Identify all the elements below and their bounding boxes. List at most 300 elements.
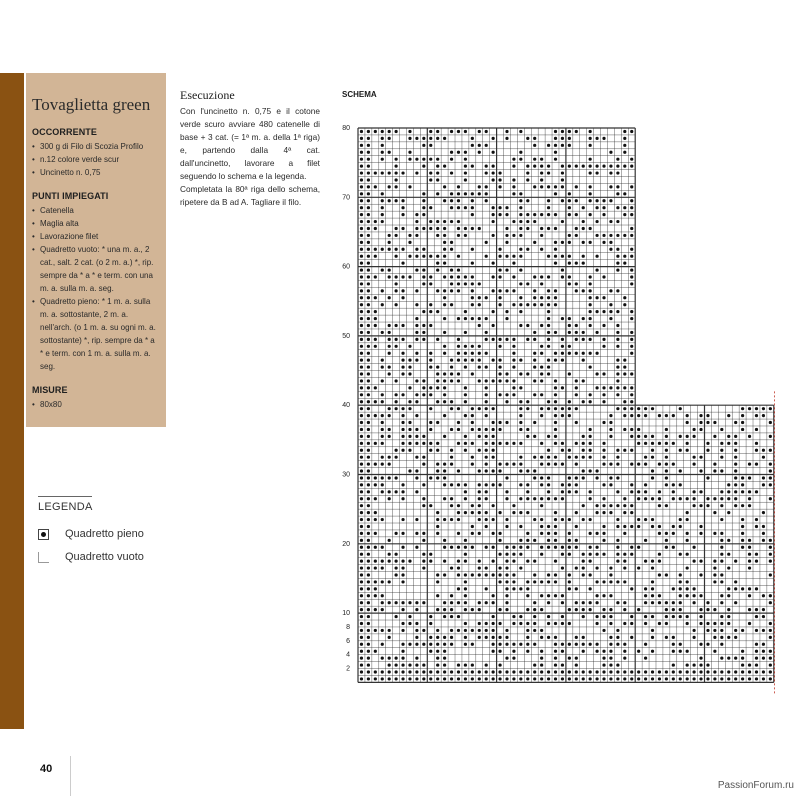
filled-square-dot (734, 456, 737, 459)
filled-square-dot (575, 262, 578, 265)
filled-square-dot (381, 158, 384, 161)
filled-square-dot (505, 546, 508, 549)
filled-square-dot (381, 456, 384, 459)
filled-square-dot (554, 414, 557, 417)
filled-square-dot (436, 573, 439, 576)
filled-square-dot (374, 670, 377, 673)
filled-square-dot (415, 289, 418, 292)
filled-square-dot (505, 289, 508, 292)
filled-square-dot (374, 587, 377, 590)
filled-square-dot (464, 573, 467, 576)
filled-square-dot (485, 490, 488, 493)
filled-square-dot (630, 428, 633, 431)
filled-square-dot (575, 185, 578, 188)
filled-square-dot (540, 657, 543, 660)
filled-square-dot (568, 400, 571, 403)
filled-square-dot (436, 511, 439, 514)
filled-square-dot (388, 130, 391, 133)
filled-square-dot (533, 379, 536, 382)
filled-square-dot (464, 490, 467, 493)
filled-square-dot (547, 255, 550, 258)
filled-square-dot (360, 220, 363, 223)
filled-square-dot (374, 296, 377, 299)
filled-square-dot (741, 539, 744, 542)
filled-square-dot (699, 525, 702, 528)
filled-square-dot (381, 580, 384, 583)
filled-square-dot (755, 407, 758, 410)
filled-square-dot (478, 282, 481, 285)
materials-sections (32, 127, 160, 411)
filled-square-dot (478, 497, 481, 500)
filled-square-dot (658, 553, 661, 556)
filled-square-dot (547, 317, 550, 320)
filled-square-dot (582, 449, 585, 452)
filled-square-dot (755, 663, 758, 666)
list-item: • Quadretto vuoto: * una m. a., 2 cat., salt. 2 cat. (o 2 m. a.) *, rip. sempre da * a * e term. con una m. a. sulla m. a. seg. (32, 243, 160, 295)
filled-square-dot (575, 476, 578, 479)
filled-square-dot (401, 262, 404, 265)
filled-square-dot (595, 255, 598, 258)
materials-heading: MISURE (32, 385, 68, 395)
filled-square-dot (526, 490, 529, 493)
filled-square-dot (443, 317, 446, 320)
filled-square-dot (457, 532, 460, 535)
filled-square-dot (450, 497, 453, 500)
filled-square-dot (755, 518, 758, 521)
filled-square-dot (408, 400, 411, 403)
filled-square-dot (492, 615, 495, 618)
filled-square-dot (727, 539, 730, 542)
filled-square-dot (401, 206, 404, 209)
filled-square-dot (658, 442, 661, 445)
filled-square-dot (360, 414, 363, 417)
filled-square-dot (519, 213, 522, 216)
filled-square-dot (748, 594, 751, 597)
filled-square-dot (388, 331, 391, 334)
filled-square-dot (436, 518, 439, 521)
filled-square-dot (498, 428, 501, 431)
filled-square-dot (485, 601, 488, 604)
filled-square-dot (512, 643, 515, 646)
filled-square-dot (478, 560, 481, 563)
filled-square-dot (595, 504, 598, 507)
filled-square-dot (367, 456, 370, 459)
filled-square-dot (401, 372, 404, 375)
filled-square-dot (769, 657, 772, 660)
filled-square-dot (457, 615, 460, 618)
filled-square-dot (395, 178, 398, 181)
filled-square-dot (609, 615, 612, 618)
filled-square-dot (422, 275, 425, 278)
filled-square-dot (686, 594, 689, 597)
filled-square-dot (616, 663, 619, 666)
filled-square-dot (367, 657, 370, 660)
filled-square-dot (575, 587, 578, 590)
filled-square-dot (415, 400, 418, 403)
filled-square-dot (554, 435, 557, 438)
filled-square-dot (478, 573, 481, 576)
filled-square-dot (492, 275, 495, 278)
filled-square-dot (512, 463, 515, 466)
filled-square-dot (741, 650, 744, 653)
filled-square-dot (519, 206, 522, 209)
filled-square-dot (595, 546, 598, 549)
filled-square-dot (533, 137, 536, 140)
filled-square-dot (436, 372, 439, 375)
filled-square-dot (762, 525, 765, 528)
filled-square-dot (505, 227, 508, 230)
filled-square-dot (589, 303, 592, 306)
filled-square-dot (616, 262, 619, 265)
filled-square-dot (498, 206, 501, 209)
filled-square-dot (443, 483, 446, 486)
filled-square-dot (492, 379, 495, 382)
execution-paragraph: Con l'uncinetto n. 0,75 e il cotone verde scuro avviare 480 catenelle di base + 3 cat. (= 1ª m. a. della 1ª riga) e, partendo dalla 4ª cat. dall'uncinetto, lavorare a filet seguendo lo schema e la legenda. (180, 106, 320, 181)
filled-square-dot (485, 130, 488, 133)
filled-square-dot (623, 560, 626, 563)
filled-square-dot (519, 414, 522, 417)
filled-square-dot (395, 456, 398, 459)
filled-square-dot (540, 456, 543, 459)
filled-square-dot (554, 296, 557, 299)
filled-square-dot (505, 393, 508, 396)
filled-square-dot (589, 532, 592, 535)
filled-square-dot (429, 137, 432, 140)
filled-square-dot (748, 463, 751, 466)
filled-square-dot (360, 643, 363, 646)
filled-square-dot (360, 379, 363, 382)
filled-square-dot (616, 220, 619, 223)
filled-square-dot (519, 282, 522, 285)
filled-square-dot (395, 248, 398, 251)
materials-list (32, 204, 160, 373)
filled-square-dot (547, 206, 550, 209)
filled-square-dot (360, 532, 363, 535)
filled-square-dot (526, 483, 529, 486)
filled-square-dot (401, 435, 404, 438)
filled-square-dot (706, 670, 709, 673)
filled-square-dot (609, 303, 612, 306)
filled-square-dot (526, 677, 529, 680)
project-title: Tovaglietta green (32, 95, 151, 114)
filled-square-dot (748, 622, 751, 625)
filled-square-dot (665, 456, 668, 459)
filled-square-dot (395, 158, 398, 161)
filled-square-dot (658, 532, 661, 535)
filled-square-dot (561, 171, 564, 174)
filled-square-dot (415, 158, 418, 161)
filled-square-dot (360, 151, 363, 154)
filled-square-dot (395, 490, 398, 493)
filled-square-dot (561, 144, 564, 147)
filled-square-dot (498, 566, 501, 569)
filled-square-dot (727, 608, 730, 611)
filled-square-dot (623, 400, 626, 403)
filled-square-dot (748, 560, 751, 563)
filled-square-dot (762, 629, 765, 632)
filled-square-dot (367, 171, 370, 174)
filled-square-dot (547, 580, 550, 583)
filled-square-dot (665, 504, 668, 507)
filled-square-dot (388, 365, 391, 368)
filled-square-dot (443, 615, 446, 618)
filled-square-dot (415, 352, 418, 355)
filled-square-dot (637, 518, 640, 521)
filled-square-dot (727, 566, 730, 569)
filled-square-dot (561, 268, 564, 271)
filled-square-dot (408, 130, 411, 133)
filled-square-dot (381, 289, 384, 292)
filled-square-dot (471, 525, 474, 528)
filled-square-dot (485, 144, 488, 147)
filled-square-dot (554, 580, 557, 583)
filled-square-dot (360, 504, 363, 507)
filled-square-dot (388, 248, 391, 251)
filled-square-dot (443, 227, 446, 230)
filled-square-dot (616, 289, 619, 292)
filled-square-dot (727, 414, 730, 417)
filled-square-dot (672, 490, 675, 493)
filled-square-dot (367, 663, 370, 666)
filled-square-dot (498, 359, 501, 362)
filled-square-dot (512, 345, 515, 348)
filled-square-dot (498, 171, 501, 174)
filled-square-dot (450, 303, 453, 306)
filled-square-dot (526, 622, 529, 625)
filled-square-dot (769, 677, 772, 680)
filled-square-dot (498, 677, 501, 680)
filled-square-dot (464, 414, 467, 417)
filled-square-dot (720, 449, 723, 452)
filled-square-dot (568, 553, 571, 556)
filled-square-dot (582, 289, 585, 292)
filled-square-dot (693, 594, 696, 597)
filled-square-dot (505, 566, 508, 569)
filled-square-dot (360, 192, 363, 195)
filled-square-dot (762, 476, 765, 479)
filled-square-dot (630, 185, 633, 188)
filled-square-dot (540, 234, 543, 237)
filled-square-dot (699, 573, 702, 576)
filled-square-dot (478, 483, 481, 486)
filled-square-dot (547, 483, 550, 486)
filled-square-dot (422, 331, 425, 334)
filled-square-dot (401, 428, 404, 431)
filled-square-dot (602, 449, 605, 452)
filled-square-dot (526, 324, 529, 327)
legend-title: LEGENDA (38, 501, 93, 513)
filled-square-dot (360, 539, 363, 542)
filled-square-dot (762, 449, 765, 452)
filled-square-dot (519, 622, 522, 625)
filled-square-dot (526, 227, 529, 230)
filled-square-dot (360, 601, 363, 604)
filled-square-dot (616, 185, 619, 188)
filled-square-dot (644, 560, 647, 563)
filled-square-dot (582, 636, 585, 639)
filled-square-dot (623, 372, 626, 375)
filled-square-dot (450, 289, 453, 292)
filled-square-dot (450, 636, 453, 639)
filled-square-dot (575, 636, 578, 639)
filled-square-dot (582, 677, 585, 680)
filled-square-dot (367, 158, 370, 161)
filled-square-dot (644, 518, 647, 521)
filled-square-dot (519, 324, 522, 327)
filled-square-dot (637, 608, 640, 611)
filled-square-dot (637, 677, 640, 680)
filled-square-dot (408, 345, 411, 348)
filled-square-dot (443, 372, 446, 375)
filled-square-dot (589, 553, 592, 556)
filled-square-dot (644, 497, 647, 500)
filled-square-dot (693, 546, 696, 549)
filled-square-dot (367, 359, 370, 362)
filled-square-dot (533, 185, 536, 188)
filled-square-dot (464, 560, 467, 563)
y-tick-label: 50 (342, 332, 350, 340)
filled-square-dot (415, 234, 418, 237)
filled-square-dot (706, 663, 709, 666)
filled-square-dot (602, 372, 605, 375)
filled-square-dot (395, 303, 398, 306)
filled-square-dot (651, 670, 654, 673)
filled-square-dot (727, 435, 730, 438)
filled-square-dot (401, 670, 404, 673)
filled-square-dot (589, 144, 592, 147)
filled-square-dot (436, 386, 439, 389)
filled-square-dot (713, 463, 716, 466)
filled-square-dot (367, 532, 370, 535)
filled-square-dot (679, 407, 682, 410)
filled-square-dot (360, 580, 363, 583)
filled-square-dot (568, 165, 571, 168)
filled-square-dot (478, 490, 481, 493)
filled-square-dot (436, 650, 439, 653)
filled-square-dot (540, 663, 543, 666)
filled-square-dot (478, 303, 481, 306)
filled-square-dot (429, 428, 432, 431)
filled-square-dot (595, 352, 598, 355)
filled-square-dot (478, 504, 481, 507)
filled-square-dot (519, 525, 522, 528)
filled-square-dot (381, 476, 384, 479)
filled-square-dot (672, 608, 675, 611)
filled-square-dot (589, 365, 592, 368)
filled-square-dot (401, 442, 404, 445)
filled-square-dot (485, 518, 488, 521)
filled-square-dot (471, 677, 474, 680)
filled-square-dot (630, 546, 633, 549)
filled-square-dot (381, 365, 384, 368)
filled-square-dot (457, 268, 460, 271)
filled-square-dot (699, 469, 702, 472)
filled-square-dot (602, 657, 605, 660)
filled-square-dot (505, 594, 508, 597)
filled-square-dot (623, 670, 626, 673)
filled-square-dot (554, 262, 557, 265)
filled-square-dot (734, 449, 737, 452)
filled-square-dot (665, 435, 668, 438)
filled-square-dot (408, 560, 411, 563)
filled-square-dot (381, 379, 384, 382)
filled-square-dot (485, 338, 488, 341)
filled-square-dot (374, 171, 377, 174)
filled-square-dot (422, 158, 425, 161)
filled-square-dot (575, 677, 578, 680)
filled-square-dot (422, 435, 425, 438)
filled-square-dot (505, 310, 508, 313)
filled-square-dot (755, 442, 758, 445)
filled-square-dot (630, 386, 633, 389)
materials-heading: OCCORRENTE (32, 127, 98, 137)
y-tick-label: 30 (342, 471, 350, 479)
filled-square-dot (547, 449, 550, 452)
filled-square-dot (512, 386, 515, 389)
filled-square-dot (388, 463, 391, 466)
filled-square-dot (450, 171, 453, 174)
filled-square-dot (561, 670, 564, 673)
filled-square-dot (485, 171, 488, 174)
filled-square-dot (734, 601, 737, 604)
filled-square-dot (450, 192, 453, 195)
filled-square-dot (457, 185, 460, 188)
filled-square-dot (367, 677, 370, 680)
filled-square-dot (644, 490, 647, 493)
filled-square-dot (651, 560, 654, 563)
filled-square-dot (401, 365, 404, 368)
filled-square-dot (561, 241, 564, 244)
filled-square-dot (505, 657, 508, 660)
filled-square-dot (408, 435, 411, 438)
filled-square-dot (395, 573, 398, 576)
filled-square-dot (360, 324, 363, 327)
filled-square-dot (512, 553, 515, 556)
filled-square-dot (623, 165, 626, 168)
filled-square-dot (630, 587, 633, 590)
filled-square-dot (623, 553, 626, 556)
filled-square-dot (471, 511, 474, 514)
filled-square-dot (686, 421, 689, 424)
filled-square-dot (408, 137, 411, 140)
y-tick-label: 2 (346, 665, 350, 673)
filled-square-dot (609, 165, 612, 168)
filled-square-dot (395, 663, 398, 666)
filled-square-dot (734, 463, 737, 466)
filled-square-dot (568, 352, 571, 355)
filled-square-dot (547, 622, 550, 625)
filled-square-dot (575, 442, 578, 445)
filled-square-dot (720, 580, 723, 583)
filled-square-dot (554, 532, 557, 535)
filled-square-dot (623, 428, 626, 431)
filled-square-dot (443, 234, 446, 237)
filled-square-dot (408, 469, 411, 472)
filled-square-dot (519, 511, 522, 514)
filled-square-dot (561, 255, 564, 258)
filled-square-dot (693, 490, 696, 493)
filled-square-dot (609, 580, 612, 583)
filled-square-dot (401, 608, 404, 611)
filled-square-dot (505, 463, 508, 466)
filled-square-dot (443, 345, 446, 348)
filled-square-dot (367, 178, 370, 181)
filled-square-dot (367, 275, 370, 278)
filled-square-dot (436, 192, 439, 195)
filled-square-dot (415, 220, 418, 223)
filled-square-dot (429, 622, 432, 625)
filled-square-dot (498, 553, 501, 556)
